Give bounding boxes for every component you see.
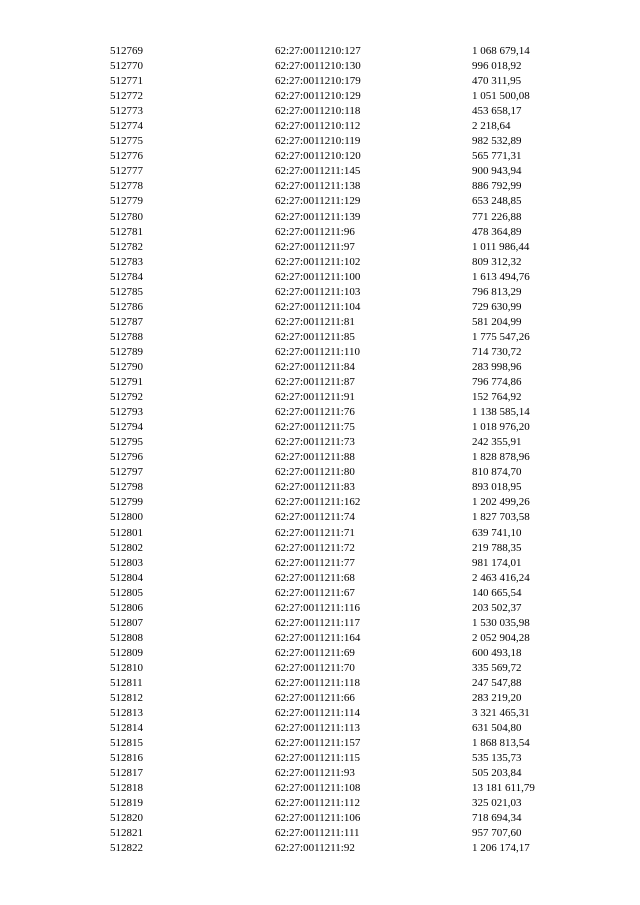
row-number-cell: 512800: [110, 511, 143, 524]
cadastral-number-cell: 62:27:0011211:75: [275, 421, 355, 434]
table-row: [0, 44, 640, 59]
left-margin-cell: [0, 210, 110, 225]
table-row: [0, 194, 640, 209]
row-number-cell: 512793: [110, 406, 143, 419]
row-number-cell: 512782: [110, 240, 143, 253]
value-cell: 714 730,72: [472, 345, 522, 358]
cadastral-number-cell: 62:27:0011211:85: [275, 330, 355, 343]
cadastral-number-cell: 62:27:0011210:127: [275, 45, 361, 57]
row-number-cell: 512817: [110, 767, 143, 780]
left-margin-cell: [0, 59, 110, 74]
table-row: [0, 676, 640, 691]
left-margin-cell: [0, 300, 110, 315]
left-margin-cell: [0, 240, 110, 255]
table-row: [0, 796, 640, 811]
left-margin-cell: [0, 119, 110, 134]
table-row: [0, 255, 640, 270]
table-row: [0, 721, 640, 736]
table-row: [0, 450, 640, 465]
cadastral-number-cell: 62:27:0011211:115: [275, 752, 360, 765]
left-margin-cell: [0, 706, 110, 721]
value-cell: 2 052 904,28: [472, 631, 530, 644]
table-row: [0, 375, 640, 390]
value-cell: 796 774,86: [472, 376, 522, 389]
left-margin-cell: [0, 44, 110, 59]
cadastral-number-cell: 62:27:0011211:108: [275, 782, 361, 795]
cadastral-number-cell: 62:27:0011211:84: [275, 360, 355, 373]
cadastral-number-cell: 62:27:0011211:67: [275, 586, 355, 599]
left-margin-cell: [0, 74, 110, 89]
row-number-cell: 512784: [110, 270, 143, 283]
value-cell: 505 203,84: [472, 767, 522, 780]
row-number-cell: 512781: [110, 225, 143, 238]
table-row: [0, 59, 640, 74]
cadastral-number-cell: 62:27:0011211:83: [275, 481, 355, 494]
left-margin-cell: [0, 751, 110, 766]
left-margin-cell: [0, 841, 110, 856]
row-number-cell: 512806: [110, 601, 143, 614]
value-cell: 1 828 878,96: [472, 451, 530, 464]
table-row: [0, 526, 640, 541]
value-cell: 470 311,95: [472, 75, 522, 88]
value-cell: 996 018,92: [472, 60, 522, 73]
left-margin-cell: [0, 616, 110, 631]
value-cell: 639 741,10: [472, 526, 522, 539]
row-number-cell: 512807: [110, 616, 143, 629]
left-margin-cell: [0, 736, 110, 751]
row-number-cell: 512821: [110, 827, 143, 840]
value-cell: 1 202 499,26: [472, 496, 530, 509]
left-margin-cell: [0, 601, 110, 616]
cadastral-number-cell: 62:27:0011211:113: [275, 722, 360, 735]
value-cell: 581 204,99: [472, 315, 522, 328]
table-body: [0, 44, 640, 857]
table-row: [0, 345, 640, 360]
value-cell: 1 775 547,26: [472, 330, 530, 343]
left-margin-cell: [0, 465, 110, 480]
row-number-cell: 512799: [110, 496, 143, 509]
value-cell: 242 355,91: [472, 436, 522, 449]
table-row: [0, 571, 640, 586]
cadastral-number-cell: 62:27:0011210:118: [275, 105, 361, 118]
left-margin-cell: [0, 826, 110, 841]
cadastral-number-cell: 62:27:0011211:112: [275, 797, 360, 810]
table-row: [0, 149, 640, 164]
left-margin-cell: [0, 631, 110, 646]
cadastral-number-cell: 62:27:0011210:112: [275, 120, 361, 133]
row-number-cell: 512818: [110, 782, 143, 795]
value-cell: 1 018 976,20: [472, 421, 530, 434]
value-cell: 1 138 585,14: [472, 406, 530, 419]
table-row: [0, 766, 640, 781]
row-number-cell: 512795: [110, 436, 143, 449]
table-row: [0, 556, 640, 571]
row-number-cell: 512790: [110, 360, 143, 373]
left-margin-cell: [0, 345, 110, 360]
row-number-cell: 512811: [110, 676, 143, 689]
table-row: [0, 480, 640, 495]
value-cell: 283 998,96: [472, 360, 522, 373]
table-row: [0, 225, 640, 240]
cadastral-number-cell: 62:27:0011211:88: [275, 451, 355, 464]
row-number-cell: 512816: [110, 752, 143, 765]
left-margin-cell: [0, 225, 110, 240]
table-row: [0, 781, 640, 796]
cadastral-number-cell: 62:27:0011211:76: [275, 406, 355, 419]
row-number-cell: 512786: [110, 300, 143, 313]
value-cell: 565 771,31: [472, 150, 522, 163]
cadastral-number-cell: 62:27:0011211:68: [275, 571, 355, 584]
table-row: [0, 751, 640, 766]
left-margin-cell: [0, 556, 110, 571]
left-margin-cell: [0, 405, 110, 420]
left-margin-cell: [0, 586, 110, 601]
cadastral-number-cell: 62:27:0011211:69: [275, 646, 355, 659]
table-row: [0, 706, 640, 721]
value-cell: 152 764,92: [472, 391, 522, 404]
left-margin-cell: [0, 134, 110, 149]
value-cell: 729 630,99: [472, 300, 522, 313]
value-cell: 1 868 813,54: [472, 737, 530, 750]
left-margin-cell: [0, 495, 110, 510]
value-cell: 203 502,37: [472, 601, 522, 614]
cadastral-number-cell: 62:27:0011211:106: [275, 812, 361, 825]
cadastral-number-cell: 62:27:0011211:73: [275, 436, 355, 449]
left-margin-cell: [0, 541, 110, 556]
cadastral-number-cell: 62:27:0011211:110: [275, 345, 360, 358]
cadastral-number-cell: 62:27:0011211:118: [275, 676, 360, 689]
cadastral-number-cell: 62:27:0011211:81: [275, 315, 355, 328]
row-number-cell: 512813: [110, 707, 143, 720]
value-cell: 771 226,88: [472, 210, 522, 223]
table-row: [0, 119, 640, 134]
row-number-cell: 512814: [110, 722, 143, 735]
left-margin-cell: [0, 526, 110, 541]
cadastral-number-cell: 62:27:0011211:100: [275, 270, 361, 283]
value-cell: 718 694,34: [472, 812, 522, 825]
row-number-cell: 512780: [110, 210, 143, 223]
table-row: [0, 811, 640, 826]
cadastral-number-cell: 62:27:0011211:111: [275, 827, 360, 840]
table-row: [0, 631, 640, 646]
table-row: [0, 465, 640, 480]
cadastral-number-cell: 62:27:0011211:162: [275, 496, 361, 509]
table-row: [0, 390, 640, 405]
row-number-cell: 512788: [110, 330, 143, 343]
row-number-cell: 512778: [110, 180, 143, 193]
value-cell: 886 792,99: [472, 180, 522, 193]
left-margin-cell: [0, 480, 110, 495]
data-table: [0, 44, 640, 857]
cadastral-number-cell: 62:27:0011211:145: [275, 165, 361, 178]
cadastral-number-cell: 62:27:0011211:92: [275, 842, 355, 855]
row-number-cell: 512796: [110, 451, 143, 464]
value-cell: 335 569,72: [472, 661, 522, 674]
row-number-cell: 512804: [110, 571, 143, 584]
row-number-cell: 512798: [110, 481, 143, 494]
cadastral-number-cell: 62:27:0011211:102: [275, 255, 361, 268]
value-cell: 283 219,20: [472, 692, 522, 705]
value-cell: 1 827 703,58: [472, 511, 530, 524]
cadastral-number-cell: 62:27:0011211:104: [275, 300, 361, 313]
row-number-cell: 512797: [110, 466, 143, 479]
left-margin-cell: [0, 510, 110, 525]
value-cell: 1 613 494,76: [472, 270, 530, 283]
table-row: [0, 164, 640, 179]
row-number-cell: 512774: [110, 120, 143, 133]
value-cell: 1 051 500,08: [472, 90, 530, 103]
cadastral-number-cell: 62:27:0011211:116: [275, 601, 360, 614]
value-cell: 13 181 611,79: [472, 782, 535, 795]
left-margin-cell: [0, 285, 110, 300]
left-margin-cell: [0, 194, 110, 209]
cadastral-number-cell: 62:27:0011211:71: [275, 526, 355, 539]
value-cell: 2 218,64: [472, 120, 511, 133]
table-row: [0, 179, 640, 194]
table-row: [0, 661, 640, 676]
cadastral-number-cell: 62:27:0011210:130: [275, 60, 361, 73]
table-row: [0, 616, 640, 631]
left-margin-cell: [0, 360, 110, 375]
row-number-cell: 512801: [110, 526, 143, 539]
row-number-cell: 512769: [110, 45, 143, 57]
value-cell: 900 943,94: [472, 165, 522, 178]
table-row: [0, 826, 640, 841]
row-number-cell: 512771: [110, 75, 143, 88]
left-margin-cell: [0, 661, 110, 676]
row-number-cell: 512776: [110, 150, 143, 163]
left-margin-cell: [0, 149, 110, 164]
cadastral-number-cell: 62:27:0011211:66: [275, 692, 355, 705]
cadastral-number-cell: 62:27:0011210:129: [275, 90, 361, 103]
cadastral-number-cell: 62:27:0011211:157: [275, 737, 361, 750]
left-margin-cell: [0, 450, 110, 465]
left-margin-cell: [0, 164, 110, 179]
value-cell: 478 364,89: [472, 225, 522, 238]
left-margin-cell: [0, 676, 110, 691]
value-cell: 810 874,70: [472, 466, 522, 479]
value-cell: 600 493,18: [472, 646, 522, 659]
cadastral-number-cell: 62:27:0011210:119: [275, 135, 361, 148]
row-number-cell: 512791: [110, 376, 143, 389]
table-row: [0, 736, 640, 751]
left-margin-cell: [0, 255, 110, 270]
left-margin-cell: [0, 721, 110, 736]
value-cell: 653 248,85: [472, 195, 522, 208]
value-cell: 219 788,35: [472, 541, 522, 554]
left-margin-cell: [0, 796, 110, 811]
table-row: [0, 360, 640, 375]
cadastral-number-cell: 62:27:0011211:91: [275, 391, 355, 404]
cadastral-number-cell: 62:27:0011211:87: [275, 376, 355, 389]
value-cell: 631 504,80: [472, 722, 522, 735]
row-number-cell: 512810: [110, 661, 143, 674]
table-row: [0, 435, 640, 450]
row-number-cell: 512815: [110, 737, 143, 750]
table-row: [0, 270, 640, 285]
cadastral-number-cell: 62:27:0011211:138: [275, 180, 361, 193]
left-margin-cell: [0, 330, 110, 345]
row-number-cell: 512820: [110, 812, 143, 825]
row-number-cell: 512822: [110, 842, 143, 855]
value-cell: 1 011 986,44: [472, 240, 530, 253]
cadastral-number-cell: 62:27:0011211:93: [275, 767, 355, 780]
value-cell: 1 530 035,98: [472, 616, 530, 629]
left-margin-cell: [0, 179, 110, 194]
value-cell: 247 547,88: [472, 676, 522, 689]
table-row: [0, 420, 640, 435]
table-row: [0, 210, 640, 225]
left-margin-cell: [0, 571, 110, 586]
row-number-cell: 512787: [110, 315, 143, 328]
left-margin-cell: [0, 270, 110, 285]
left-margin-cell: [0, 375, 110, 390]
table-row: [0, 541, 640, 556]
row-number-cell: 512819: [110, 797, 143, 810]
cadastral-number-cell: 62:27:0011211:70: [275, 661, 355, 674]
cadastral-number-cell: 62:27:0011211:96: [275, 225, 355, 238]
row-number-cell: 512772: [110, 90, 143, 103]
row-number-cell: 512792: [110, 391, 143, 404]
table-row: [0, 510, 640, 525]
cadastral-number-cell: 62:27:0011210:120: [275, 150, 361, 163]
left-margin-cell: [0, 646, 110, 661]
value-cell: 2 463 416,24: [472, 571, 530, 584]
value-cell: 453 658,17: [472, 105, 522, 118]
left-margin-cell: [0, 811, 110, 826]
row-number-cell: 512805: [110, 586, 143, 599]
table-row: [0, 495, 640, 510]
row-number-cell: 512812: [110, 692, 143, 705]
table-row: [0, 89, 640, 104]
value-cell: 957 707,60: [472, 827, 522, 840]
table-row: [0, 240, 640, 255]
cadastral-number-cell: 62:27:0011211:74: [275, 511, 355, 524]
cadastral-number-cell: 62:27:0011211:117: [275, 616, 360, 629]
value-cell: 796 813,29: [472, 285, 522, 298]
table-row: [0, 691, 640, 706]
left-margin-cell: [0, 89, 110, 104]
table-row: [0, 134, 640, 149]
left-margin-cell: [0, 435, 110, 450]
row-number-cell: 512775: [110, 135, 143, 148]
row-number-cell: 512809: [110, 646, 143, 659]
table-row: [0, 405, 640, 420]
cadastral-number-cell: 62:27:0011210:179: [275, 75, 361, 88]
row-number-cell: 512803: [110, 556, 143, 569]
row-number-cell: 512777: [110, 165, 143, 178]
value-cell: 981 174,01: [472, 556, 522, 569]
table-row: [0, 330, 640, 345]
cadastral-number-cell: 62:27:0011211:77: [275, 556, 355, 569]
row-number-cell: 512808: [110, 631, 143, 644]
value-cell: 982 532,89: [472, 135, 522, 148]
value-cell: 893 018,95: [472, 481, 522, 494]
row-number-cell: 512789: [110, 345, 143, 358]
row-number-cell: 512779: [110, 195, 143, 208]
table-row: [0, 841, 640, 856]
value-cell: 535 135,73: [472, 752, 522, 765]
row-number-cell: 512785: [110, 285, 143, 298]
table-row: [0, 586, 640, 601]
table-row: [0, 646, 640, 661]
value-cell: 3 321 465,31: [472, 707, 530, 720]
cadastral-number-cell: 62:27:0011211:129: [275, 195, 361, 208]
row-number-cell: 512770: [110, 60, 143, 73]
left-margin-cell: [0, 315, 110, 330]
cadastral-number-cell: 62:27:0011211:97: [275, 240, 355, 253]
row-number-cell: 512802: [110, 541, 143, 554]
table-row: [0, 104, 640, 119]
row-number-cell: 512794: [110, 421, 143, 434]
cadastral-number-cell: 62:27:0011211:72: [275, 541, 355, 554]
left-margin-cell: [0, 766, 110, 781]
table-row: [0, 601, 640, 616]
row-number-cell: 512783: [110, 255, 143, 268]
value-cell: 140 665,54: [472, 586, 522, 599]
table-row: [0, 285, 640, 300]
left-margin-cell: [0, 104, 110, 119]
cadastral-number-cell: 62:27:0011211:164: [275, 631, 361, 644]
table-row: [0, 300, 640, 315]
value-cell: 809 312,32: [472, 255, 522, 268]
cadastral-number-cell: 62:27:0011211:139: [275, 210, 361, 223]
value-cell: 1 068 679,14: [472, 45, 530, 57]
left-margin-cell: [0, 390, 110, 405]
table-row: [0, 315, 640, 330]
row-number-cell: 512773: [110, 105, 143, 118]
cadastral-number-cell: 62:27:0011211:80: [275, 466, 355, 479]
cadastral-number-cell: 62:27:0011211:114: [275, 707, 360, 720]
left-margin-cell: [0, 420, 110, 435]
value-cell: 325 021,03: [472, 797, 522, 810]
cadastral-number-cell: 62:27:0011211:103: [275, 285, 361, 298]
left-margin-cell: [0, 781, 110, 796]
table-row: [0, 74, 640, 89]
value-cell: 1 206 174,17: [472, 842, 530, 855]
left-margin-cell: [0, 691, 110, 706]
